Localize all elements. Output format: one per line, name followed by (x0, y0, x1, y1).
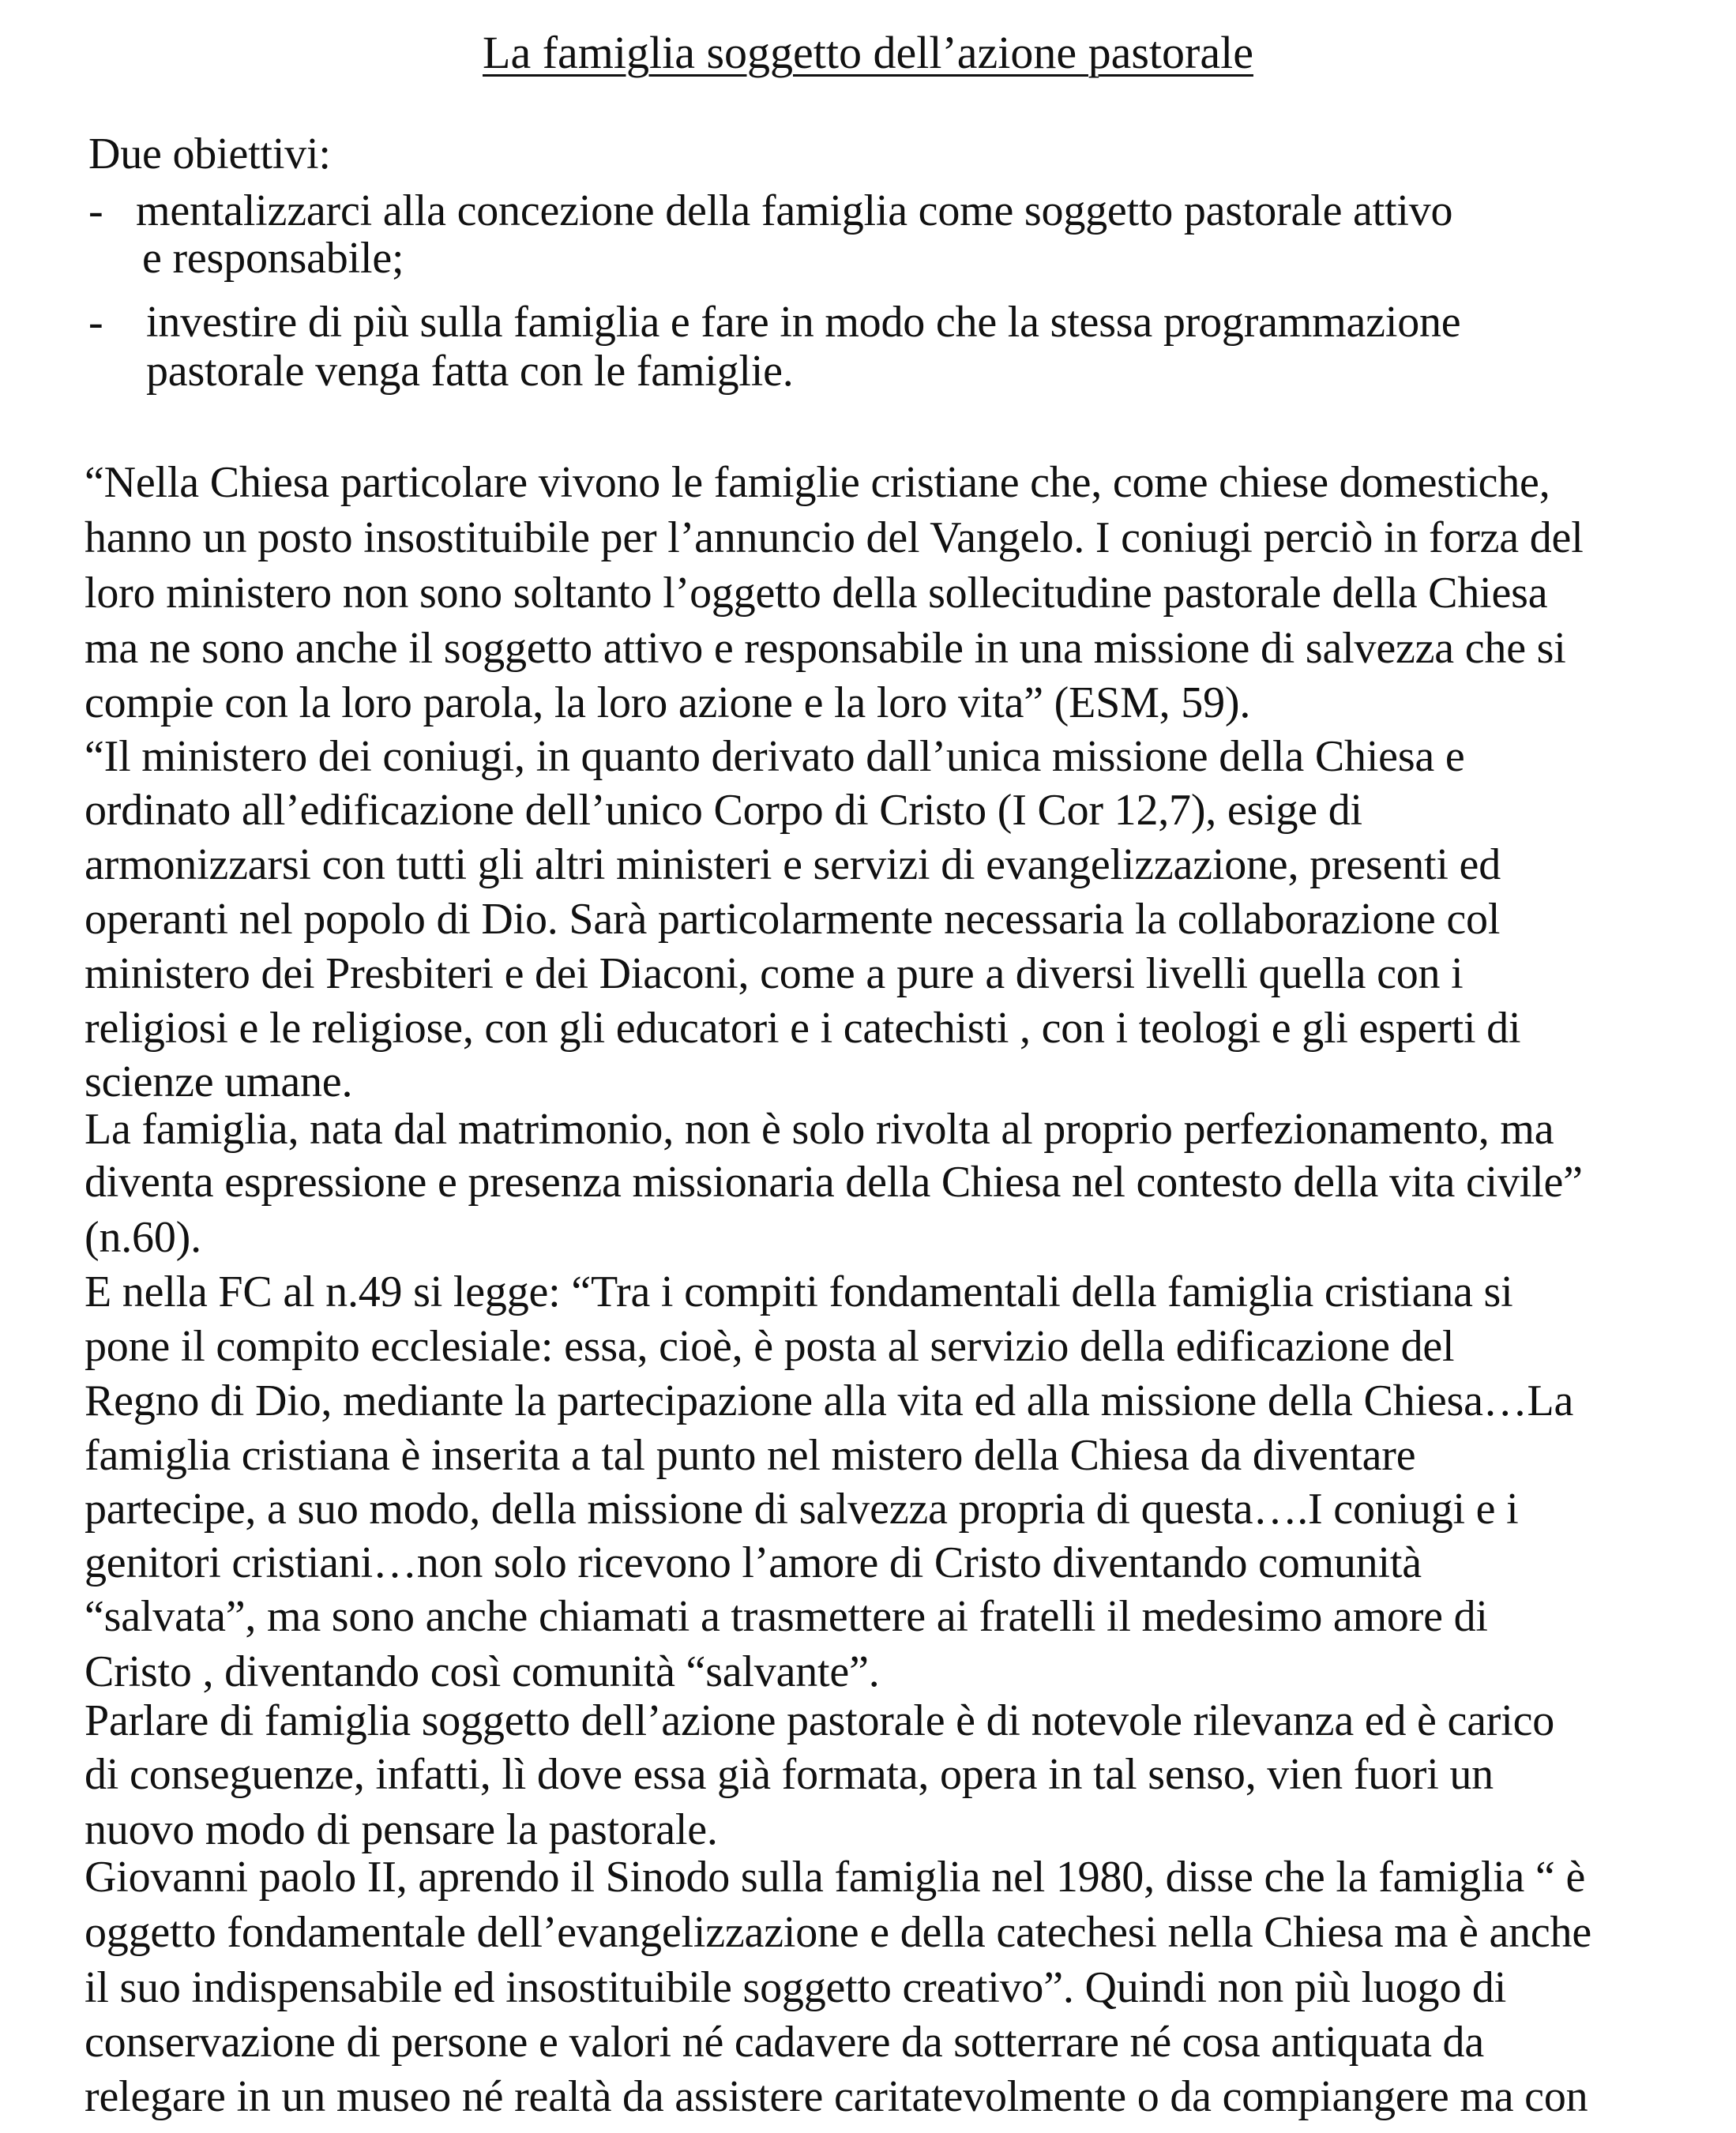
bullet-2-line-1: investire di più sulla famiglia e fare in modo che la stessa programmazione (146, 298, 1461, 347)
page-title: La famiglia soggetto dell’azione pastorale (483, 27, 1253, 78)
body-line: operanti nel popolo di Dio. Sarà particolarmente necessaria la collaborazione col (85, 895, 1501, 944)
body-line: conservazione di persone e valori né cadavere da sotterrare né cosa antiquata da (85, 2018, 1484, 2067)
objectives-heading: Due obiettivi: (88, 130, 331, 178)
body-line: hanno un posto insostituibile per l’annuncio del Vangelo. I coniugi perciò in forza del (85, 513, 1584, 562)
body-line: E nella FC al n.49 si legge: “Tra i compiti fondamentali della famiglia cristiana si (85, 1267, 1513, 1316)
body-line: ordinato all’edificazione dell’unico Corpo di Cristo (I Cor 12,7), esige di (85, 786, 1362, 835)
body-line: di conseguenze, infatti, lì dove essa già formata, opera in tal senso, vien fuori un (85, 1750, 1494, 1799)
bullet-1-line-2: e responsabile; (142, 234, 404, 283)
body-line: compie con la loro parola, la loro azione e la loro vita” (ESM, 59). (85, 678, 1251, 727)
body-line: scienze umane. (85, 1057, 353, 1106)
body-line: armonizzarsi con tutti gli altri ministeri e servizi di evangelizzazione, presenti ed (85, 840, 1501, 889)
body-line: loro ministero non sono soltanto l’oggetto della sollecitudine pastorale della Chiesa (85, 569, 1548, 618)
body-line: famiglia cristiana è inserita a tal punto nel mistero della Chiesa da diventare (85, 1431, 1416, 1480)
body-line: “Il ministero dei coniugi, in quanto derivato dall’unica missione della Chiesa e (85, 732, 1465, 781)
body-line: pone il compito ecclesiale: essa, cioè, è posta al servizio della edificazione del (85, 1322, 1455, 1371)
bullet-marker: - (88, 298, 103, 347)
body-line: ministero dei Presbiteri e dei Diaconi, come a pure a diversi livelli quella con i (85, 949, 1464, 998)
body-line: La famiglia, nata dal matrimonio, non è solo rivolta al proprio perfezionamento, ma (85, 1105, 1554, 1154)
bullet-2-line-2: pastorale venga fatta con le famiglie. (146, 347, 794, 396)
body-line: “Nella Chiesa particolare vivono le famiglie cristiane che, come chiese domestiche, (85, 458, 1550, 507)
body-line: diventa espressione e presenza missionaria della Chiesa nel contesto della vita civile” (85, 1158, 1583, 1207)
bullet-marker: - (88, 186, 103, 235)
body-line: Regno di Dio, mediante la partecipazione alla vita ed alla missione della Chiesa…La (85, 1376, 1574, 1425)
bullet-1-line-1: mentalizzarci alla concezione della famiglia come soggetto pastorale attivo (136, 186, 1453, 235)
body-line: il suo indispensabile ed insostituibile soggetto creativo”. Quindi non più luogo di (85, 1963, 1507, 2012)
body-line: Parlare di famiglia soggetto dell’azione pastorale è di notevole rilevanza ed è carico (85, 1696, 1555, 1745)
body-line: oggetto fondamentale dell’evangelizzazione e della catechesi nella Chiesa ma è anche (85, 1908, 1592, 1957)
body-line: (n.60). (85, 1213, 201, 1262)
body-line: religiosi e le religiose, con gli educatori e i catechisti , con i teologi e gli esperti di (85, 1004, 1521, 1053)
body-line: relegare in un museo né realtà da assistere caritatevolmente o da compiangere ma con (85, 2072, 1588, 2121)
body-line: Cristo , diventando così comunità “salvante”. (85, 1647, 880, 1696)
body-line: “salvata”, ma sono anche chiamati a trasmettere ai fratelli il medesimo amore di (85, 1592, 1488, 1641)
body-line: ma ne sono anche il soggetto attivo e responsabile in una missione di salvezza che si (85, 624, 1566, 673)
body-line: nuovo modo di pensare la pastorale. (85, 1805, 718, 1854)
body-line: partecipe, a suo modo, della missione di salvezza propria di questa….I coniugi e i (85, 1485, 1519, 1534)
body-line: genitori cristiani…non solo ricevono l’amore di Cristo diventando comunità (85, 1538, 1422, 1587)
body-line: Giovanni paolo II, aprendo il Sinodo sulla famiglia nel 1980, disse che la famiglia “ è (85, 1853, 1586, 1902)
